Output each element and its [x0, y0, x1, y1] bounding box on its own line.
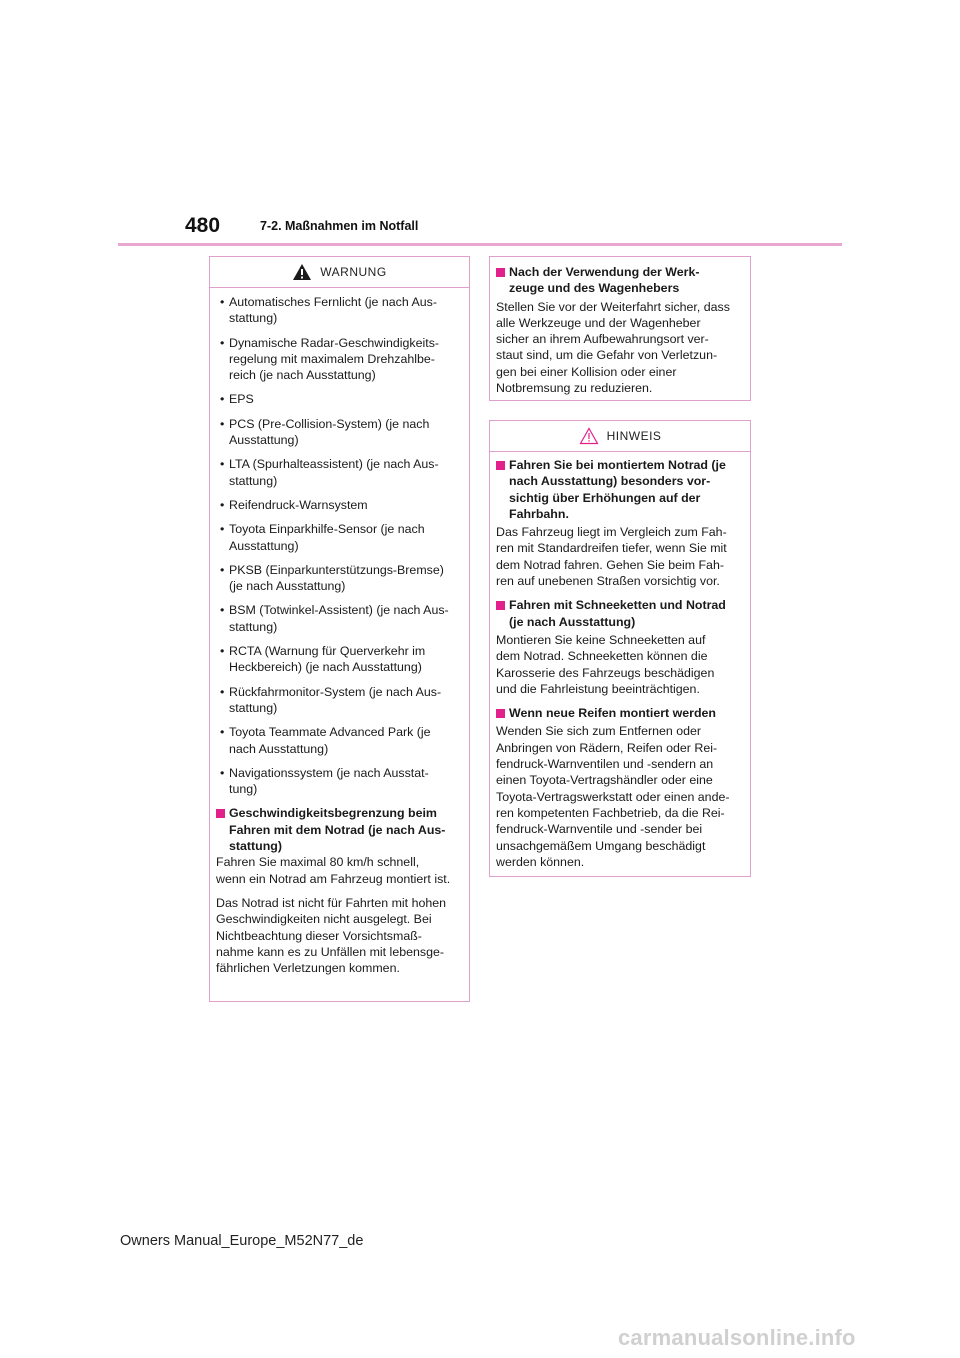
spare-tire-warning-text: Das Notrad ist nicht für Fahrten mit hohen Geschwindigkeiten nicht ausgelegt. Bei Nichtbeachtung dieser Vorsichtsmaß- nahme kann es zu Unfällen mit lebensge- fährlichen Verletzungen kommen.	[216, 895, 447, 976]
notice-heading-3	[496, 705, 740, 721]
warning-box	[209, 256, 470, 1002]
list-item: • EPS	[216, 391, 459, 407]
notice-text-3: Wenden Sie sich zum Entfernen oder Anbringen von Rädern, Reifen oder Rei- fendruck-Warnventilen und -sendern an einen Toyota-Vertragshändler oder eine Toyota-Vertragswerkstatt oder einen ande- ren kompetenten Fachbetrieb, da die Rei- fendruck-Warnventile und -sender bei unsachgemäßem Umgang beschädigt werden können.	[496, 724, 730, 869]
list-item: • Navigationssystem (je nach Ausstat- tung)	[216, 765, 459, 798]
notice-heading-3-text: Wenn neue Reifen montiert werden	[509, 706, 716, 721]
footer-text: Owners Manual_Europe_M52N77_de	[120, 1233, 364, 1249]
section-title: 7-2. Maßnahmen im Notfall	[260, 219, 419, 233]
warning-header	[210, 257, 469, 288]
list-item: • RCTA (Warnung für Querverkehr im Heckbereich) (je nach Ausstattung)	[216, 643, 459, 676]
list-item: • PCS (Pre-Collision-System) (je nach Ausstattung)	[216, 416, 459, 449]
warning-list	[216, 294, 459, 797]
tools-heading	[496, 264, 740, 297]
warning-triangle-icon	[292, 263, 312, 281]
speed-limit-heading-text: Geschwindigkeitsbegrenzung beim Fahren mit dem Notrad (je nach Aus- stattung)	[229, 806, 446, 854]
notice-text-1: Das Fahrzeug liegt im Vergleich zum Fah- ren mit Standardreifen tiefer, wenn Sie mit dem Notrad fahren. Gehen Sie beim Fah- ren auf unebenen Straßen vorsichtig vor.	[496, 525, 727, 589]
list-item: • LTA (Spurhalteassistent) (je nach Aus- stattung)	[216, 456, 459, 489]
warning-continued-body	[490, 257, 750, 396]
speed-limit-heading	[216, 805, 459, 854]
list-item: • Dynamische Radar-Geschwindigkeits- regelung mit maximalem Drehzahlbe- reich (je nach Ausstattung)	[216, 335, 459, 384]
list-item: • PKSB (Einparkunterstützungs-Bremse) (je nach Ausstattung)	[216, 562, 459, 595]
notice-heading-2	[496, 597, 740, 630]
list-item: • Toyota Teammate Advanced Park (je nach Ausstattung)	[216, 724, 459, 757]
notice-triangle-icon	[579, 427, 599, 445]
list-item: • Reifendruck-Warnsystem	[216, 497, 459, 513]
notice-body	[490, 452, 750, 870]
warning-continued-box	[489, 256, 751, 401]
notice-heading-1	[496, 457, 740, 522]
tools-text: Stellen Sie vor der Weiterfahrt sicher, dass alle Werkzeuge und der Wagenheber sicher an ihrem Aufbewahrungsort ver- staut sind, um die Gefahr von Verletzun- gen bei einer Kollision oder einer Notbremsung zu reduzieren.	[496, 299, 730, 396]
square-bullet-icon	[496, 461, 505, 470]
watermark: carmanualsonline.info	[618, 1325, 856, 1350]
list-item: • Rückfahrmonitor-System (je nach Aus- stattung)	[216, 684, 459, 717]
tools-heading-text: Nach der Verwendung der Werk- zeuge und des Wagenhebers	[509, 265, 700, 296]
notice-text-2: Montieren Sie keine Schneeketten auf dem Notrad. Schneeketten können die Karosserie des Fahrzeugs beschädigen und die Fahrleistung beeinträchtigen.	[496, 632, 715, 696]
speed-limit-text: Fahren Sie maximal 80 km/h schnell, wenn ein Notrad am Fahrzeug montiert ist.	[216, 855, 451, 886]
notice-header	[490, 421, 750, 452]
header-rule	[118, 243, 842, 246]
notice-box	[489, 420, 751, 877]
notice-title: HINWEIS	[606, 428, 662, 443]
square-bullet-icon	[496, 268, 505, 277]
warning-body	[210, 294, 469, 976]
list-item: • BSM (Totwinkel-Assistent) (je nach Aus- stattung)	[216, 602, 459, 635]
list-item: • Automatisches Fernlicht (je nach Aus- stattung)	[216, 294, 459, 327]
warning-title: WARNUNG	[320, 264, 387, 279]
square-bullet-icon	[496, 601, 505, 610]
list-item: • Toyota Einparkhilfe-Sensor (je nach Ausstattung)	[216, 521, 459, 554]
page-number: 480	[185, 214, 221, 237]
square-bullet-icon	[496, 709, 505, 718]
notice-heading-2-text: Fahren mit Schneeketten und Notrad (je nach Ausstattung)	[509, 598, 726, 629]
notice-heading-1-text: Fahren Sie bei montiertem Notrad (je nach Ausstattung) besonders vor- sichtig über Erhöhungen auf der Fahrbahn.	[509, 458, 726, 521]
square-bullet-icon	[216, 809, 225, 818]
